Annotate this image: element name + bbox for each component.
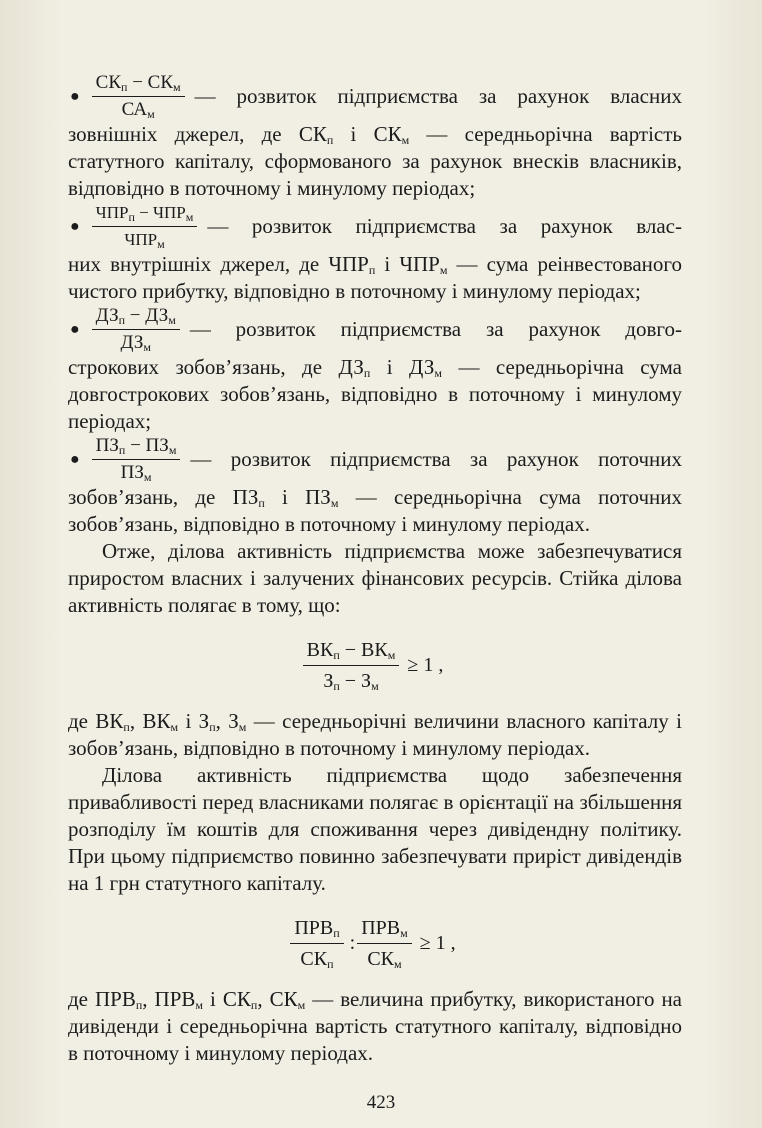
lead-word: розвиток bbox=[251, 214, 332, 238]
bullet-lead-text bbox=[195, 83, 682, 110]
lead-word: поточних bbox=[598, 447, 682, 471]
inequality-sign: ≥ 1 , bbox=[407, 654, 444, 676]
bullet-continuation: них внутрішніх джерел, де $ЧПР_п$ і $ЧПР_м$ — сума реінвестованого чистого прибутку, відповідно в поточному і минулому періодах; bbox=[68, 252, 683, 303]
page-body bbox=[68, 72, 682, 1067]
lead-word: підприємства bbox=[337, 84, 458, 108]
paragraph-dividend-policy: Ділова активність підприємства щодо забезпечення привабливості перед власниками полягає в орієнтації на збільшення розподілу їм коштів для споживання через дивідендну політику. При цьому підприємство повинно забезпечувати приріст дивідендів на 1 грн статутного капіталу. bbox=[68, 763, 682, 895]
lead-word: — bbox=[194, 84, 216, 108]
fraction-prv-sk-previous: $\frac{ПРВ_м}{СК_м}$ bbox=[357, 915, 412, 972]
lead-word: рахунок bbox=[517, 84, 590, 108]
bullet-icon: ● bbox=[70, 451, 80, 468]
lead-word: — bbox=[189, 317, 211, 341]
division-sign: : bbox=[349, 932, 356, 954]
paragraph-formula1-legend: де $ВК_п$, $ВК_м$ і $З_п$, $З_м$ — середньорічні величини власного капіталу і зобов’язань, відповідно в поточному і минулому періодах. bbox=[68, 709, 683, 760]
lead-word: довго- bbox=[625, 317, 682, 341]
bullet-icon: ● bbox=[70, 88, 80, 105]
bullet-icon: ● bbox=[70, 218, 80, 235]
fraction-prv-sk-current: $\frac{ПРВ_п}{СК_п}$ bbox=[290, 915, 343, 972]
bullet-continuation: строкових зобов’язань, де $ДЗ_п$ і $ДЗ_м$ — середньорічна сума довгострокових зобов’язань, відповідно в поточному і минулому періодах; bbox=[68, 355, 682, 433]
lead-word: розвиток bbox=[235, 317, 316, 341]
lead-word: за bbox=[485, 317, 504, 341]
lead-word: рахунок bbox=[506, 447, 579, 471]
lead-word: за bbox=[499, 214, 518, 238]
paragraph-business-activity: Отже, ділова активність підприємства може забезпечуватися приростом власних і залучених фінансових ресурсів. Стійка ділова активність полягає в тому, що: bbox=[68, 539, 682, 617]
lead-word: рахунок bbox=[528, 317, 601, 341]
bullet-item-3 bbox=[68, 305, 682, 435]
fraction-chpr: $\frac{ЧПР_п - ЧПР_м}{ЧПР_м}$ bbox=[92, 202, 198, 251]
lead-word: підприємства bbox=[330, 447, 451, 471]
bullet-lead-text bbox=[207, 213, 682, 240]
fraction-dz: $\frac{ДЗ_п - ДЗ_м}{ДЗ_м}$ bbox=[92, 305, 180, 354]
fraction-sk: $\frac{СК_п - СК_м}{СА_м}$ bbox=[92, 72, 185, 121]
formula-sustainable-activity bbox=[68, 637, 682, 694]
inequality-sign: ≥ 1 , bbox=[419, 932, 456, 954]
fraction-pz: $\frac{ПЗ_п - ПЗ_м}{ПЗ_м}$ bbox=[92, 435, 181, 484]
lead-word: розвиток bbox=[236, 84, 317, 108]
bullet-continuation: зовнішніх джерел, де $СК_п$ і $СК_м$ — середньорічна вартість статутного капіталу, сформованого за рахунок внесків власників, відповідно в поточному і минулому періодах; bbox=[68, 122, 683, 200]
bullet-lead-text bbox=[190, 316, 682, 343]
bullet-icon: ● bbox=[70, 321, 80, 338]
page-number: 423 bbox=[366, 1092, 396, 1113]
bullet-item-2 bbox=[68, 202, 682, 305]
fraction-vk-z: $\frac{ВК_п - ВК_м}{З_п - З_м}$ bbox=[303, 637, 400, 694]
lead-word: влас- bbox=[636, 214, 682, 238]
lead-word: рахунок bbox=[540, 214, 613, 238]
paragraph-formula2-legend: де $ПРВ_п$, $ПРВ_м$ і $СК_п$, $СК_м$ — величина прибутку, використаного на дивіденди і середньорічна вартість статутного капіталу, відповідно в поточному і минулому періодах. bbox=[68, 987, 683, 1065]
lead-word: за bbox=[478, 84, 497, 108]
lead-word: — bbox=[207, 214, 229, 238]
bullet-item-1 bbox=[68, 72, 682, 202]
formula-dividend-growth bbox=[68, 915, 682, 972]
lead-word: розвиток bbox=[230, 447, 311, 471]
bullet-continuation: зобов’язань, де $ПЗ_п$ і $ПЗ_м$ — середньорічна сума поточних зобов’язань, відповідно в поточному і минулому періодах. bbox=[68, 485, 682, 536]
lead-word: підприємства bbox=[355, 214, 476, 238]
bullet-lead-text bbox=[190, 446, 682, 473]
lead-word: підприємства bbox=[340, 317, 462, 341]
bullet-item-4 bbox=[68, 435, 682, 538]
lead-word: власних bbox=[610, 84, 682, 108]
lead-word: — bbox=[190, 447, 212, 471]
lead-word: за bbox=[469, 447, 488, 471]
